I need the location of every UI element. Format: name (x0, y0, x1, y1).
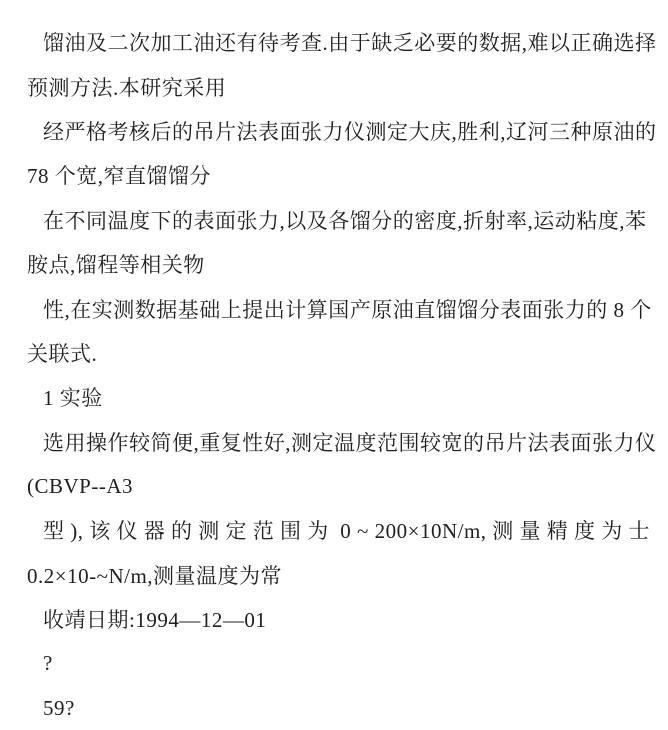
footnote-mark: ? (43, 651, 53, 676)
paragraph-line: 经严格考核后的吊片法表面张力仪测定大庆,胜利,辽河三种原油的 (43, 119, 657, 144)
paragraph-line: 关联式. (27, 341, 98, 366)
paragraph-line: 馏油及二次加工油还有待考查.由于缺乏必要的数据,难以正确选择 (43, 31, 657, 56)
paragraph-line: 性,在实测数据基础上提出计算国产原油直馏馏分表面张力的 8 个 (43, 297, 652, 322)
paragraph-line: 选用操作较简便,重复性好,测定温度范围较宽的吊片法表面张力仪 (43, 430, 657, 455)
measurement-precision-line: 0.2×10-~N/m,测量温度为常 (27, 563, 283, 588)
paragraph-line: 预测方法.本研究采用 (27, 75, 227, 100)
paragraph-line: 胺点,馏程等相关物 (27, 253, 205, 278)
section-heading: 1 实验 (43, 386, 103, 411)
received-date-line: 收靖日期:1994—12—01 (43, 608, 267, 633)
page-number: 59? (43, 695, 75, 720)
paragraph-line: 78 个宽,窄直馏馏分 (27, 164, 211, 189)
paragraph-line: 在不同温度下的表面张力,以及各馏分的密度,折射率,运动粘度,苯 (43, 208, 647, 233)
instrument-model-line: (CBVP--A3 (27, 473, 134, 498)
measurement-range-line: 型 ), 该 仪 器 的 测 定 范 围 为 0 ~ 200×10N/m, 测 量 精 度 为 士 (43, 519, 651, 544)
